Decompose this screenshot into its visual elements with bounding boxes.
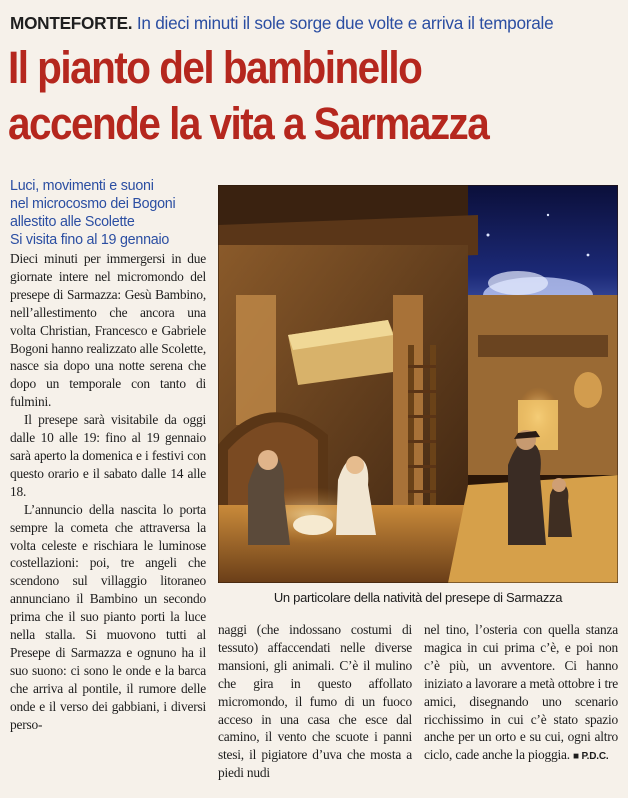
photo-caption: Un particolare della natività del presepe di Sarmazza [273, 590, 563, 605]
headline-line-1: Il pianto del bambinello [8, 42, 422, 93]
summary-line: Si visita fino al 19 gennaio [10, 232, 170, 248]
kicker [10, 12, 622, 34]
article-paragraph: Il presepe sarà visitabile da oggi dalle 10 alle 19: fino al 19 gennaio sarà aperto la domenica e i festivi con questo orario e il sabato dalle 14 alle 18. [10, 412, 206, 499]
headline [8, 40, 559, 152]
summary [10, 177, 210, 249]
article-column-3 [424, 621, 618, 766]
kicker-subtitle: In dieci minuti il sole sorge due volte e arriva il temporale [136, 13, 554, 33]
headline-line-2: accende la vita a Sarmazza [8, 98, 489, 149]
summary-line: nel microcosmo dei Bogoni [10, 196, 176, 212]
article-paragraph: L’annuncio della nascita lo porta sempre la cometa che attraversa la volta celeste e rischiara le luminose costellazioni: poi, tre angeli che scendono sul villaggio litoraneo annunciano il Bambino un secondo prima che il suo pianto porti la luce nella stalla. Si muovono tutti al Presepe di Sarmazza e ognuno ha il suo suono: ci sono le onde e la barca che arriva al pontile, il rumore delle onde e il verso dei gabbiani, i diversi perso- [10, 501, 206, 732]
article-paragraph: Dieci minuti per immergersi in due giornate intere nel micromondo del presepe di Sarmazza: Gesù Bambino, nell’allestimento che ancora una volta Christian, Francesco e Gabriele Bogoni hanno realizzato alle Scolette, nasce sia dopo una notte serena che dopo un temporale con tanto di fulmini. [10, 251, 206, 410]
summary-line: Luci, movimenti e suoni [10, 178, 154, 194]
article-paragraph: naggi (che indossano costumi di tessuto) affaccendati nelle diverse mansioni, gli animali. C’è il mulino che gira in questo affollato micromondo, il fumo di un fuoco acceso in una casa che esce dal camino, il vento che scuote i panni stesi, il pigiatore d’uva che mosta a piedi nudi [218, 622, 412, 781]
article-paragraph [424, 621, 618, 766]
article-paragraph-text: nel tino, l’osteria con quella stanza magica in cui prima c’è, e poi non c’è più, un avventore. Ci hanno iniziato a lavorare a metà ottobre i tre amici, disegnando uno scenario ricchissimo in cui c’è stato spazio anche per un orto e su cui, ogni altro ciclo, cade anche la pioggia. [424, 622, 618, 763]
kicker-place: MONTEFORTE. [10, 13, 133, 33]
author-signature: ■ P.D.C. [573, 751, 609, 763]
article-column-1 [10, 250, 206, 733]
summary-line: allestito alle Scolette [10, 214, 135, 230]
article-column-2 [218, 621, 412, 782]
nativity-photo [218, 185, 618, 583]
